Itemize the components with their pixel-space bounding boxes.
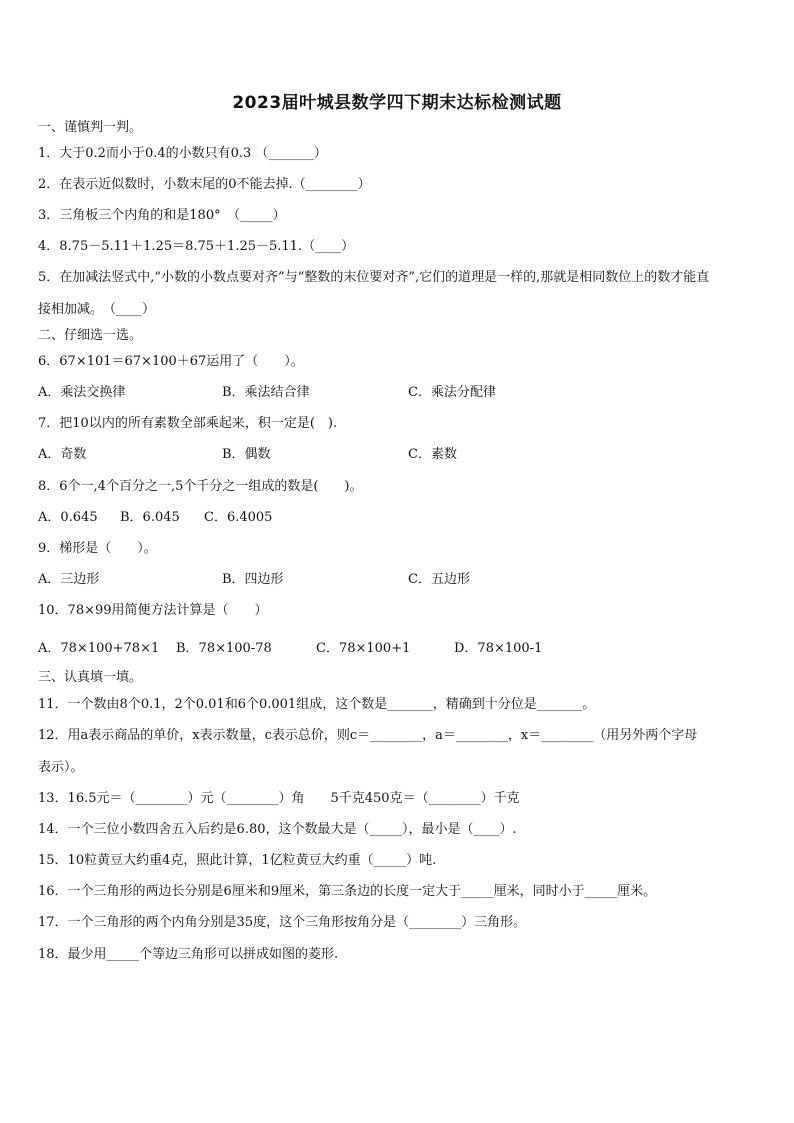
- question-8-option-a: A．0.645: [38, 510, 98, 525]
- question-10-option-a: A．78×100+78×1: [38, 641, 160, 656]
- question-5-line-2: 接相加减。 （____）: [38, 302, 156, 317]
- question-17: 17．一个三角形的两个内角分别是35度，这个三角形按角分是（________）三角形。: [38, 915, 527, 930]
- question-6-option-c: C．乘法分配律: [408, 385, 496, 400]
- question-8-option-c: C．6.4005: [204, 510, 273, 525]
- question-2: 2．在表示近似数时，小数末尾的0不能去掉.（________）: [38, 177, 371, 192]
- question-14: 14．一个三位小数四舍五入后约是6.80，这个数最大是（_____），最小是（____）.: [38, 822, 517, 837]
- question-6: 6．67×101＝67×100＋67运用了（ ）。: [38, 354, 304, 369]
- question-6-option-a: A．乘法交换律: [38, 385, 126, 400]
- question-10-option-c: C．78×100+1: [316, 641, 411, 656]
- section-heading-2: 二、仔细选一选。: [38, 328, 143, 343]
- question-9: 9．梯形是（ ）。: [38, 541, 157, 556]
- question-9-option-a: A．三边形: [38, 572, 100, 587]
- question-7-option-b: B．偶数: [222, 447, 271, 462]
- question-9-option-c: C．五边形: [408, 572, 470, 587]
- question-7-option-a: A．奇数: [38, 447, 87, 462]
- question-13: 13．16.5元＝（________）元（________）角 5千克450克＝（________）千克: [38, 791, 520, 806]
- page-title: 2023届叶城县数学四下期末达标检测试题: [232, 93, 562, 113]
- question-10-option-b: B．78×100-78: [176, 641, 272, 656]
- question-15: 15．10粒黄豆大约重4克，照此计算，1亿粒黄豆大约重（_____）吨.: [38, 853, 437, 868]
- question-7: 7．把10以内的所有素数全部乘起来，积一定是( ).: [38, 416, 338, 431]
- question-8: 8．6个一,4个百分之一,5个千分之一组成的数是( )。: [38, 479, 363, 494]
- question-10-option-d: D．78×100-1: [454, 641, 543, 656]
- question-4: 4．8.75－5.11＋1.25＝8.75＋1.25－5.11.（____）: [38, 239, 355, 254]
- section-heading-3: 三、认真填一填。: [38, 670, 143, 685]
- section-heading-1: 一、谨慎判一判。: [38, 120, 143, 135]
- question-16: 16．一个三角形的两边长分别是6厘米和9厘米，第三条边的长度一定大于_____厘米，同时小于_____厘米。: [38, 884, 657, 899]
- question-1: 1．大于0.2而小于0.4的小数只有0.3 （_______）: [38, 146, 327, 161]
- question-6-option-b: B．乘法结合律: [222, 385, 310, 400]
- question-18: 18．最少用_____个等边三角形可以拼成如图的菱形.: [38, 947, 339, 962]
- question-11: 11．一个数由8个0.1，2个0.01和6个0.001组成，这个数是_______，精确到十分位是_______。: [38, 697, 596, 712]
- question-5-line-1: 5．在加减法竖式中,“小数的小数点要对齐”与“整数的末位要对齐”,它们的道理是一样的,那就是相同数位上的数才能直: [38, 270, 710, 285]
- question-9-option-b: B．四边形: [222, 572, 284, 587]
- question-3: 3．三角板三个内角的和是180° （_____）: [38, 208, 286, 223]
- question-8-option-b: B．6.045: [120, 510, 180, 525]
- question-12-line-1: 12．用a表示商品的单价，x表示数量，c表示总价，则c＝________，a＝________，x＝________（用另外两个字母: [38, 728, 698, 743]
- question-7-option-c: C．素数: [408, 447, 457, 462]
- question-12-line-2: 表示）。: [38, 760, 84, 775]
- question-10: 10．78×99用简便方法计算是（ ）: [38, 603, 268, 618]
